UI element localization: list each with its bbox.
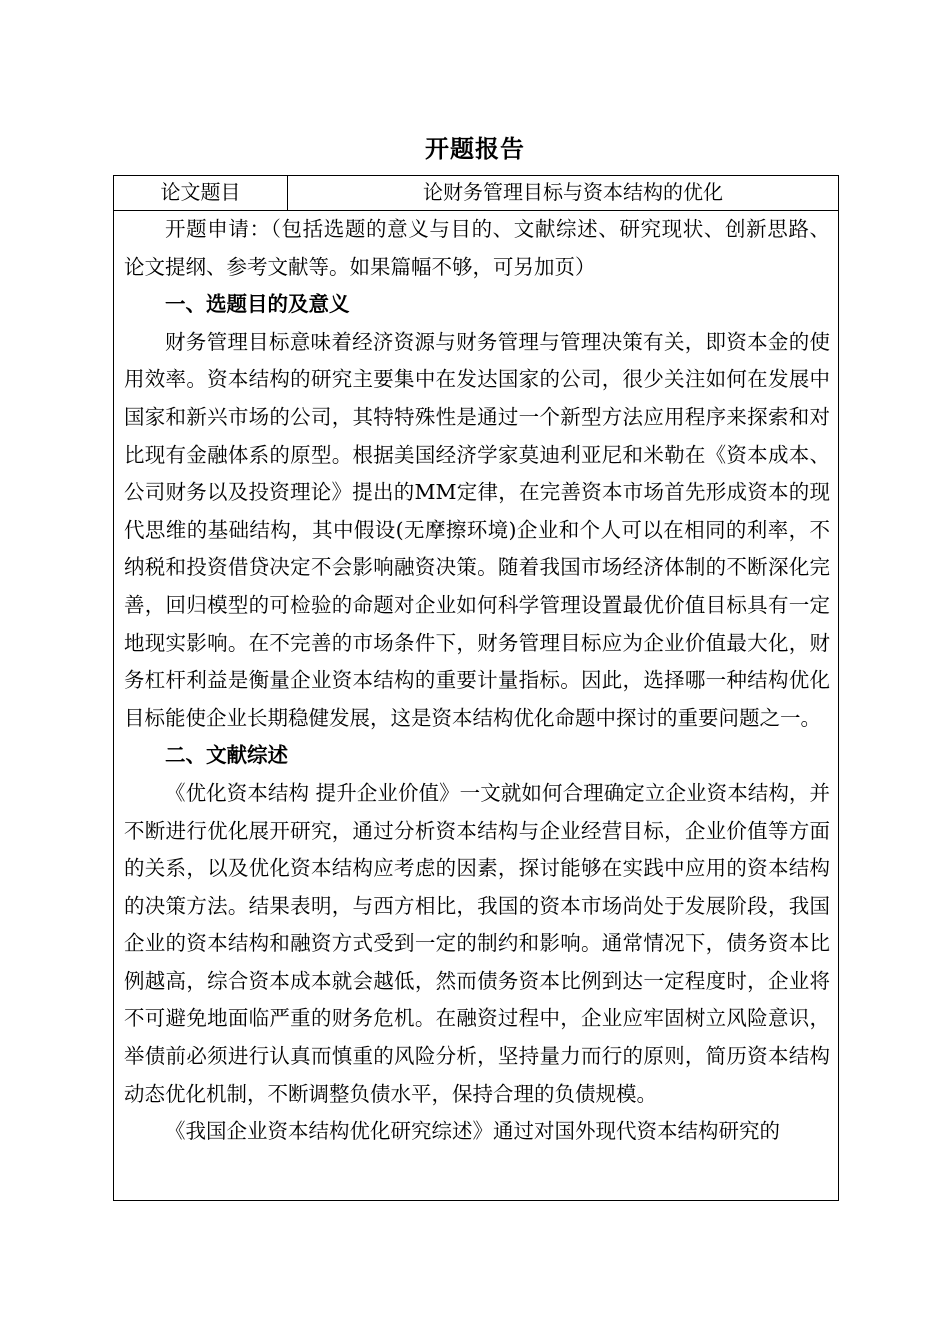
- thesis-title-row: [114, 176, 838, 211]
- thesis-title-value: 论财务管理目标与资本结构的优化: [423, 180, 723, 204]
- thesis-title-label: 论文题目: [114, 176, 288, 210]
- proposal-content-cell: [124, 211, 830, 1200]
- section-heading-purpose: 一、选题目的及意义: [165, 292, 350, 317]
- literature-paragraph-1: 《优化资本结构 提升企业价值》一文就如何合理确定立企业资本结构，并不断进行优化展开研究，通过分析资本结构与企业经营目标，企业价值等方面的关系，以及优化资本结构应考虑的因素，探讨能够在实践中应用的资本结构的决策方法。结果表明，与西方相比，我国的资本市场尚处于发展阶段，我国企业的资本结构和融资方式受到一定的制约和影响。通常情况下，债务资本比例越高，综合资本成本就会越低，然而债务资本比例到达一定程度时，企业将不可避免地面临严重的财务危机。在融资过程中，企业应牢固树立风险意识，举债前必须进行认真而慎重的风险分析，坚持量力而行的原则，简历资本结构动态优化机制，不断调整负债水平，保持合理的负债规模。: [124, 780, 830, 1106]
- literature-paragraph-2: 《我国企业资本结构优化研究综述》通过对国外现代资本结构研究的: [165, 1119, 780, 1144]
- page-title: 开题报告: [425, 135, 525, 163]
- proposal-form-table: [113, 175, 839, 1201]
- application-instructions: 开题申请：（包括选题的意义与目的、文献综述、研究现状、创新思路、论文提纲、参考文献等。如果篇幅不够，可另加页）: [124, 217, 830, 279]
- section-heading-literature-review: 二、文献综述: [165, 743, 288, 768]
- purpose-paragraph: 财务管理目标意味着经济资源与财务管理与管理决策有关，即资本金的使用效率。资本结构的研究主要集中在发达国家的公司，很少关注如何在发展中国家和新兴市场的公司，其特特殊性是通过一个新型方法应用程序来探索和对比现有金融体系的原型。根据美国经济学家莫迪利亚尼和米勒在《资本成本、公司财务以及投资理论》提出的MM定律，在完善资本市场首先形成资本的现代思维的基础结构，其中假设(无摩擦环境)企业和个人可以在相同的利率，不纳税和投资借贷决定不会影响融资决策。随着我国市场经济体制的不断深化完善，回归模型的可检验的命题对企业如何科学管理设置最优价值目标具有一定地现实影响。在不完善的市场条件下，财务管理目标应为企业价值最大化，财务杠杆利益是衡量企业资本结构的重要计量指标。因此，选择哪一种结构优化目标能使企业长期稳健发展，这是资本结构优化命题中探讨的重要问题之一。: [124, 329, 830, 730]
